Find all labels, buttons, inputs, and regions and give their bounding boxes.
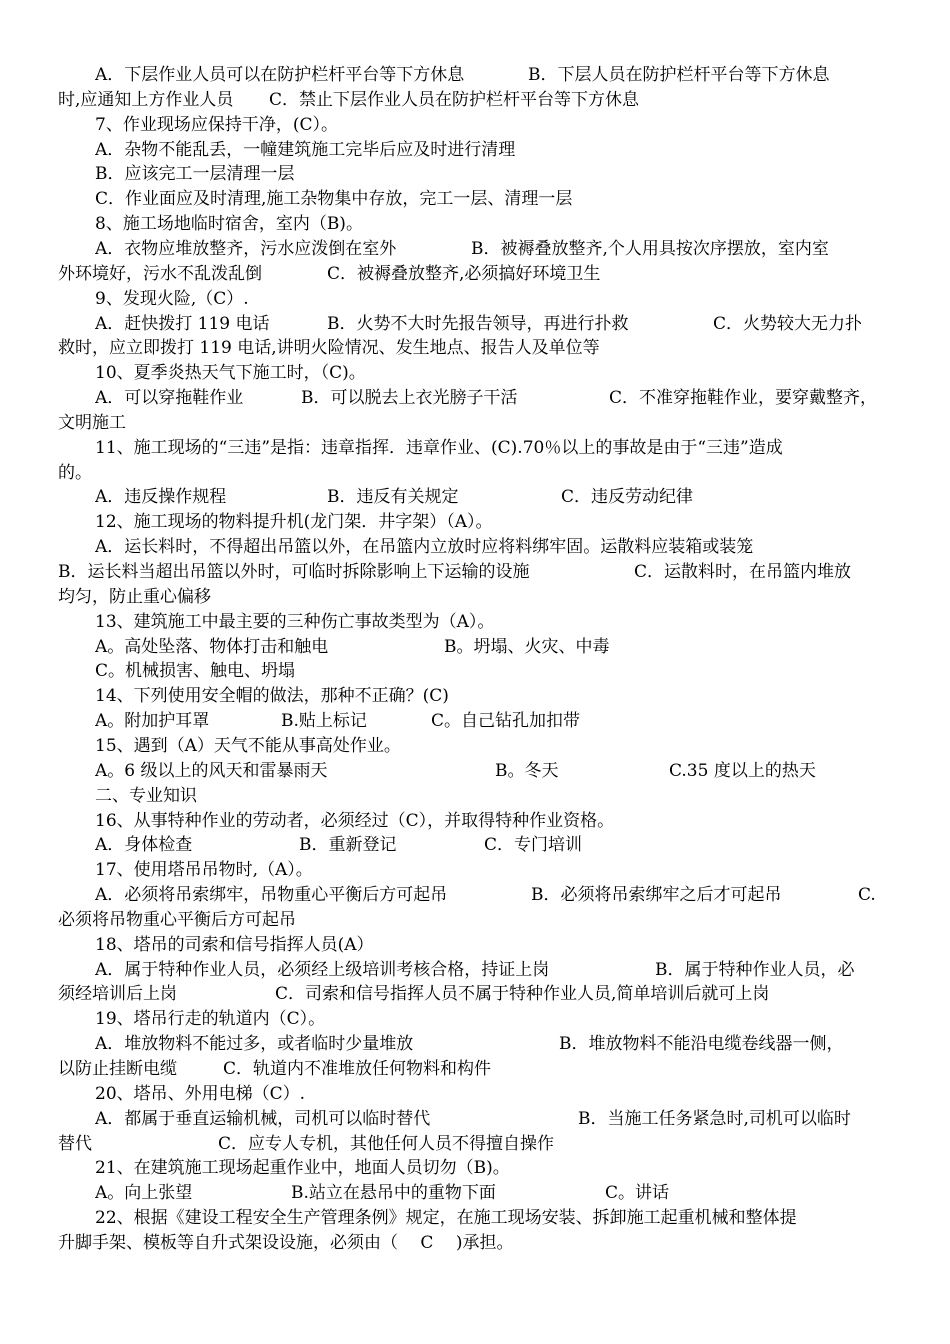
text-line [95,684,898,709]
text-line [95,759,898,784]
line-text: 15、遇到（A）天气不能从事高处作业。 [95,735,401,756]
text-line [95,858,898,883]
text-line [95,162,898,187]
option-text: 外环境好，污水不乱泼乱倒 [58,263,262,284]
text-line [95,386,898,411]
option-text: A．都属于垂直运输机械，司机可以临时替代 [95,1108,431,1129]
text-line [58,585,898,610]
text-line [95,535,898,560]
option-text: C．禁止下层作业人员在防护栏杆平台等下方休息 [269,89,640,110]
option-text: B．下层人员在防护栏杆平台等下方休息 [528,65,830,85]
line-text: C．作业面应及时清理,施工杂物集中存放，完工一层、清理一层 [95,189,573,210]
line-text: 16、从事特种作业的劳动者，必须经过（C），并取得特种作业资格。 [95,810,615,831]
option-text: C．被褥叠放整齐,必须搞好环境卫生 [327,263,601,284]
option-text: A．下层作业人员可以在防护栏杆平台等下方休息 [95,65,465,85]
option-text: B．违反有关规定 [327,487,459,508]
option-text: 以防止挂断电缆 [58,1059,177,1079]
option-text: A。附加护耳罩 [95,711,210,732]
line-text: 18、塔吊的司索和信号指挥人员(A） [95,934,374,955]
text-line [95,237,898,262]
line-text: A．运长料时，不得超出吊篮以外，在吊篮内立放时应将料绑牢固。运散料应装箱或装笼 [95,537,754,558]
text-line [58,88,898,113]
line-text: 升脚手架、模板等自升式架设设施，必须由（ C )承担。 [58,1232,514,1253]
option-text: A．堆放物料不能过多，或者临时少量堆放 [95,1034,414,1055]
text-line [58,982,898,1007]
text-line [95,1082,898,1107]
option-text: B。冬天 [495,760,559,781]
text-line [95,784,898,809]
option-text: A。6 级以上的风天和雷暴雨天 [95,760,328,781]
option-text: B．运长料当超出吊篮以外时，可临时拆除影响上下运输的设施 [58,562,530,582]
option-text: 替代 [58,1133,92,1154]
option-text: C。自己钻孔加扣带 [431,711,581,732]
text-line [95,63,898,88]
option-text: A．可以穿拖鞋作业 [95,388,244,409]
line-text: 9、发现火险,（C）. [95,288,249,309]
text-line [58,411,898,436]
option-text: B．重新登记 [299,835,397,856]
text-line [95,436,898,461]
option-text: B．必须将吊索绑牢之后才可起吊 [531,885,782,906]
line-text: B．应该完工一层清理一层 [95,164,295,185]
option-text: A．违反操作规程 [95,487,227,508]
text-line [58,336,898,361]
text-line [58,1057,898,1082]
line-text: 必须将吊物重心平衡后方可起吊 [58,909,296,930]
line-text: 21、在建筑施工现场起重作业中，地面人员切勿（B)。 [95,1158,510,1179]
text-line [95,113,898,138]
option-text: B.贴上标记 [281,711,367,732]
option-text: 时,应通知上方作业人员 [58,89,234,110]
option-text: A．必须将吊索绑牢，吊物重心平衡后方可起吊 [95,885,448,906]
option-text: C．不准穿拖鞋作业，要穿戴整齐， [609,388,878,409]
text-line [95,361,898,386]
option-text: C. [858,885,876,906]
text-line [95,212,898,237]
option-text: A．衣物应堆放整齐，污水应泼倒在室外 [95,238,397,259]
text-line [95,635,898,660]
option-text: B．被褥叠放整齐,个人用具按次序摆放，室内室 [471,238,829,259]
text-line [95,1206,898,1231]
text-line [95,287,898,312]
line-text: 19、塔吊行走的轨道内（C）。 [95,1009,326,1030]
text-line [95,138,898,163]
text-line [58,908,898,933]
text-line [58,1231,898,1256]
text-line [95,1007,898,1032]
text-line [95,833,898,858]
option-text: B．当施工任务紧急时,司机可以临时 [578,1108,851,1129]
option-text: B．可以脱去上衣光膀子干活 [301,388,518,409]
line-text: 救时，应立即拨打 119 电话,讲明火险情况、发生地点、报告人及单位等 [58,338,600,359]
text-line [95,1181,898,1206]
text-line [58,262,898,287]
text-line [95,510,898,535]
text-line [95,610,898,635]
option-text: B。坍塌、火灾、中毒 [444,636,610,657]
line-text: 13、建筑施工中最主要的三种伤亡事故类型为（A）。 [95,611,495,632]
text-line [95,485,898,510]
option-text: A．赶快拨打 119 电话 [95,313,270,334]
option-text: A．属于特种作业人员，必须经上级培训考核合格，持证上岗 [95,959,550,980]
line-text: 二、专业知识 [95,785,197,806]
text-line [95,1032,898,1057]
line-text: 20、塔吊、外用电梯（C）. [95,1083,306,1104]
option-text: 须经培训后上岗 [58,984,177,1005]
text-line [95,187,898,212]
line-text: 7、作业现场应保持干净，(C）。 [95,114,338,135]
text-line [95,933,898,958]
text-line [95,312,898,337]
text-line [58,1132,898,1157]
text-line [95,734,898,759]
option-text: C．轨道内不准堆放任何物料和构件 [223,1059,492,1079]
text-line [95,958,898,983]
option-text: A。高处坠落、物体打击和触电 [95,636,329,657]
line-text: 8、施工场地临时宿舍，室内（B)。 [95,214,363,235]
option-text: C．司索和信号指挥人员不属于特种作业人员,简单培训后就可上岗 [275,984,770,1005]
line-text: 文明施工 [58,412,126,433]
line-text: 12、施工现场的物料提升机(龙门架．井字架）（A）。 [95,512,493,533]
option-text: C．专门培训 [484,835,583,856]
text-line [95,809,898,834]
line-text: 22、根据《建设工程安全生产管理条例》规定，在施工现场安装、拆卸施工起重机械和整体提 [95,1208,797,1229]
text-line [95,1156,898,1181]
text-line [58,560,898,585]
text-line [95,709,898,734]
option-text: C.35 度以上的热天 [669,760,816,781]
line-text: 的。 [58,462,92,483]
text-line [95,659,898,684]
option-text: B.站立在悬吊中的重物下面 [291,1183,496,1204]
option-text: A．身体检查 [95,835,193,856]
line-text: 14、下列使用安全帽的做法，那种不正确？(C) [95,686,449,707]
text-line [58,461,898,486]
option-text: B．火势不大时先报告领导，再进行扑救 [327,313,629,334]
option-text: C．应专人专机，其他任何人员不得擅自操作 [218,1133,555,1154]
line-text: 均匀，防止重心偏移 [58,586,211,607]
line-text: A．杂物不能乱丢，一幢建筑施工完毕后应及时进行清理 [95,139,516,160]
option-text: B．堆放物料不能沿电缆卷线器一侧， [559,1034,844,1055]
line-text: C。机械损害、触电、坍塌 [95,661,296,682]
option-text: A。向上张望 [95,1183,193,1204]
option-text: C。讲话 [605,1183,670,1204]
option-text: C．运散料时，在吊篮内堆放 [634,562,852,582]
line-text: 17、使用塔吊吊物时,（A）。 [95,860,313,881]
text-line [95,1107,898,1132]
option-text: C．违反劳动纪律 [561,487,694,508]
option-text: B．属于特种作业人员，必 [655,959,855,980]
line-text: 11、施工现场的“三违”是指：违章指挥．违章作业、(C).70％以上的事故是由于“三违”造成 [95,437,783,458]
option-text: C．火势较大无力扑 [713,313,863,334]
line-text: 10、夏季炎热天气下施工时，（C)。 [95,363,366,384]
text-line [95,883,898,908]
